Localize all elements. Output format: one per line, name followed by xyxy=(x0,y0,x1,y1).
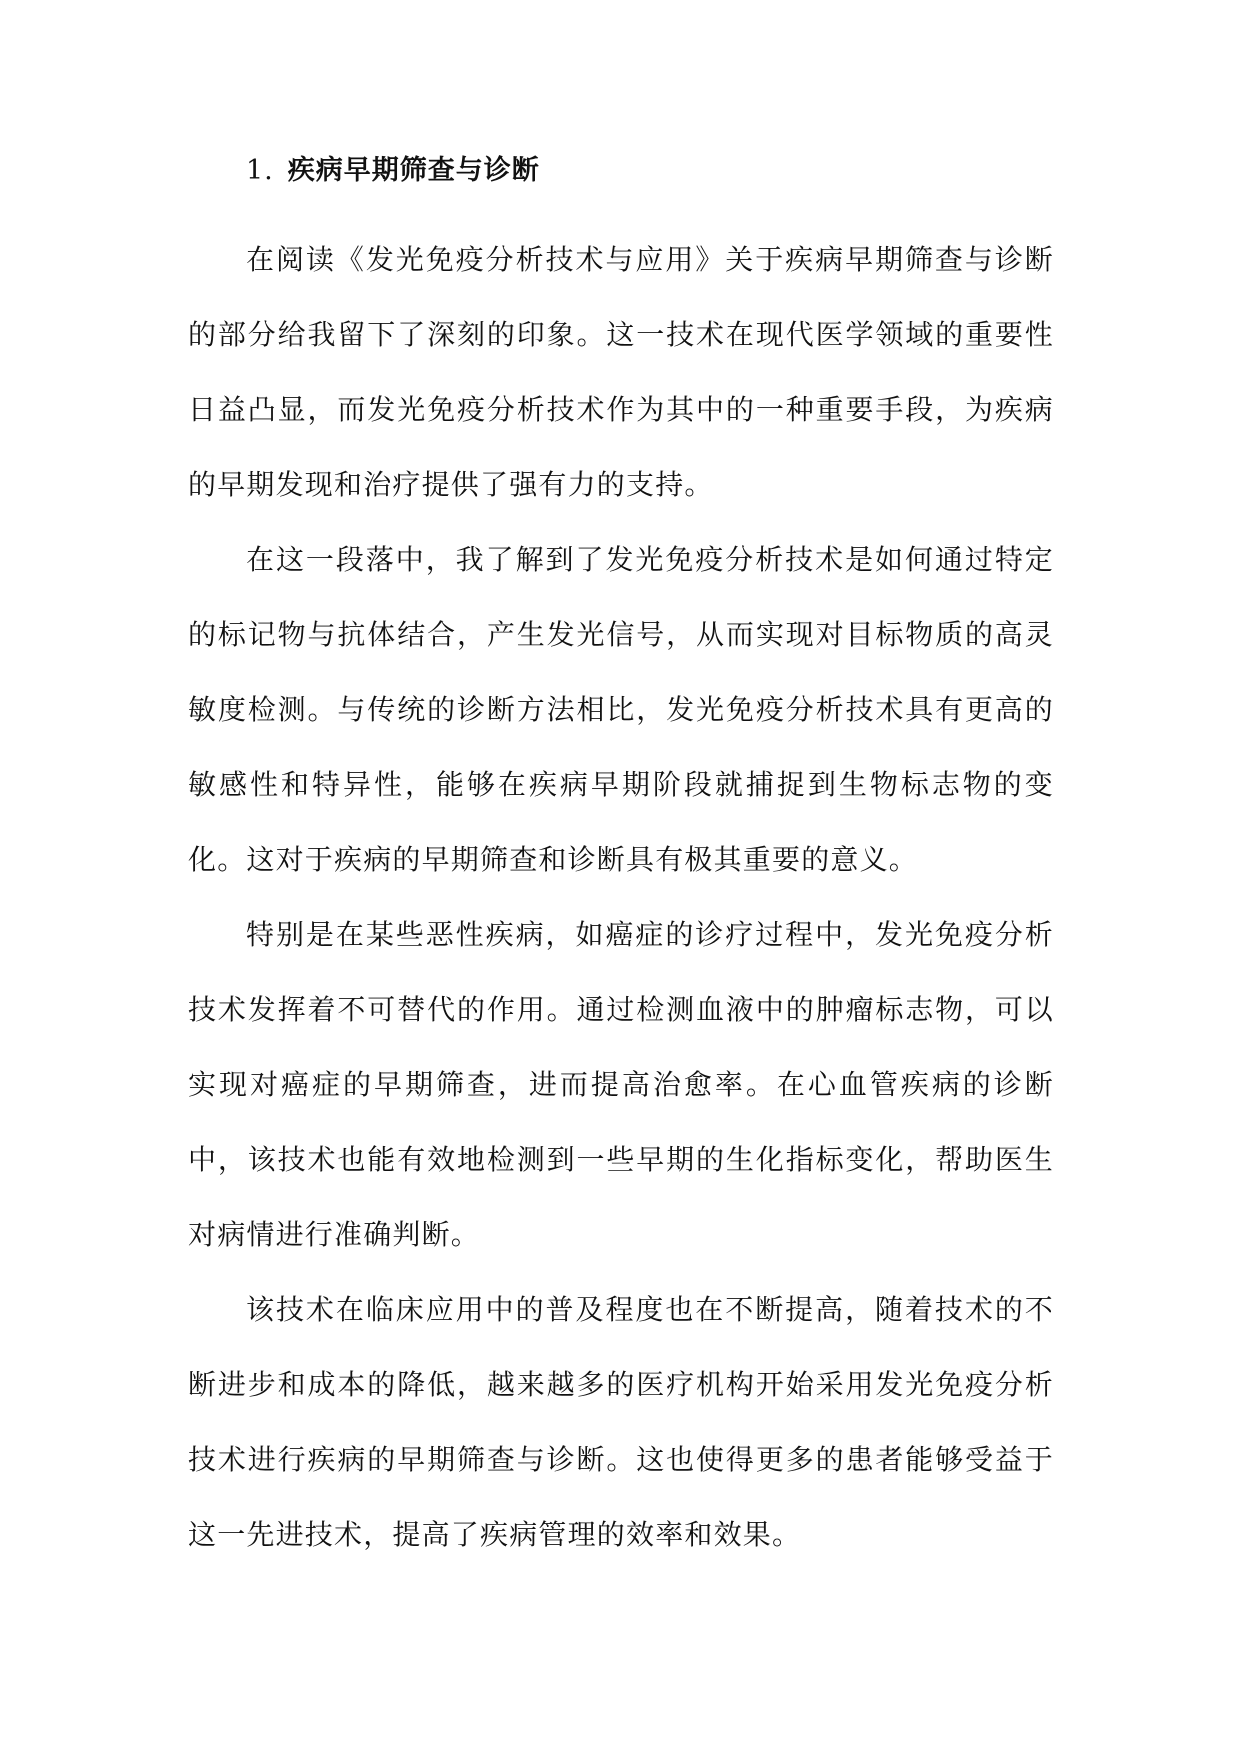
paragraph-4: 该技术在临床应用中的普及程度也在不断提高，随着技术的不断进步和成本的降低，越来越多的医疗机构开始采用发光免疫分析技术进行疾病的早期筛查与诊断。这也使得更多的患者能够受益于这一先进技术，提高了疾病管理的效率和效果。 xyxy=(188,1293,1054,1551)
section-title: 疾病早期筛查与诊断 xyxy=(287,155,540,186)
paragraph-3: 特别是在某些恶性疾病，如癌症的诊疗过程中，发光免疫分析技术发挥着不可替代的作用。通过检测血液中的肿瘤标志物，可以实现对癌症的早期筛查，进而提高治愈率。在心血管疾病的诊断中，该技术也能有效地检测到一些早期的生化指标变化，帮助医生对病情进行准确判断。 xyxy=(188,918,1054,1251)
paragraph-2: 在这一段落中，我了解到了发光免疫分析技术是如何通过特定的标记物与抗体结合，产生发光信号，从而实现对目标物质的高灵敏度检测。与传统的诊断方法相比，发光免疫分析技术具有更高的敏感性和特异性，能够在疾病早期阶段就捕捉到生物标志物的变化。这对于疾病的早期筛查和诊断具有极其重要的意义。 xyxy=(188,543,1054,876)
section-heading xyxy=(246,146,540,196)
body-text xyxy=(188,222,1054,1572)
paragraph-1: 在阅读《发光免疫分析技术与应用》关于疾病早期筛查与诊断的部分给我留下了深刻的印象。这一技术在现代医学领域的重要性日益凸显，而发光免疫分析技术作为其中的一种重要手段，为疾病的早期发现和治疗提供了强有力的支持。 xyxy=(188,243,1054,501)
section-number: 1. xyxy=(246,155,274,186)
